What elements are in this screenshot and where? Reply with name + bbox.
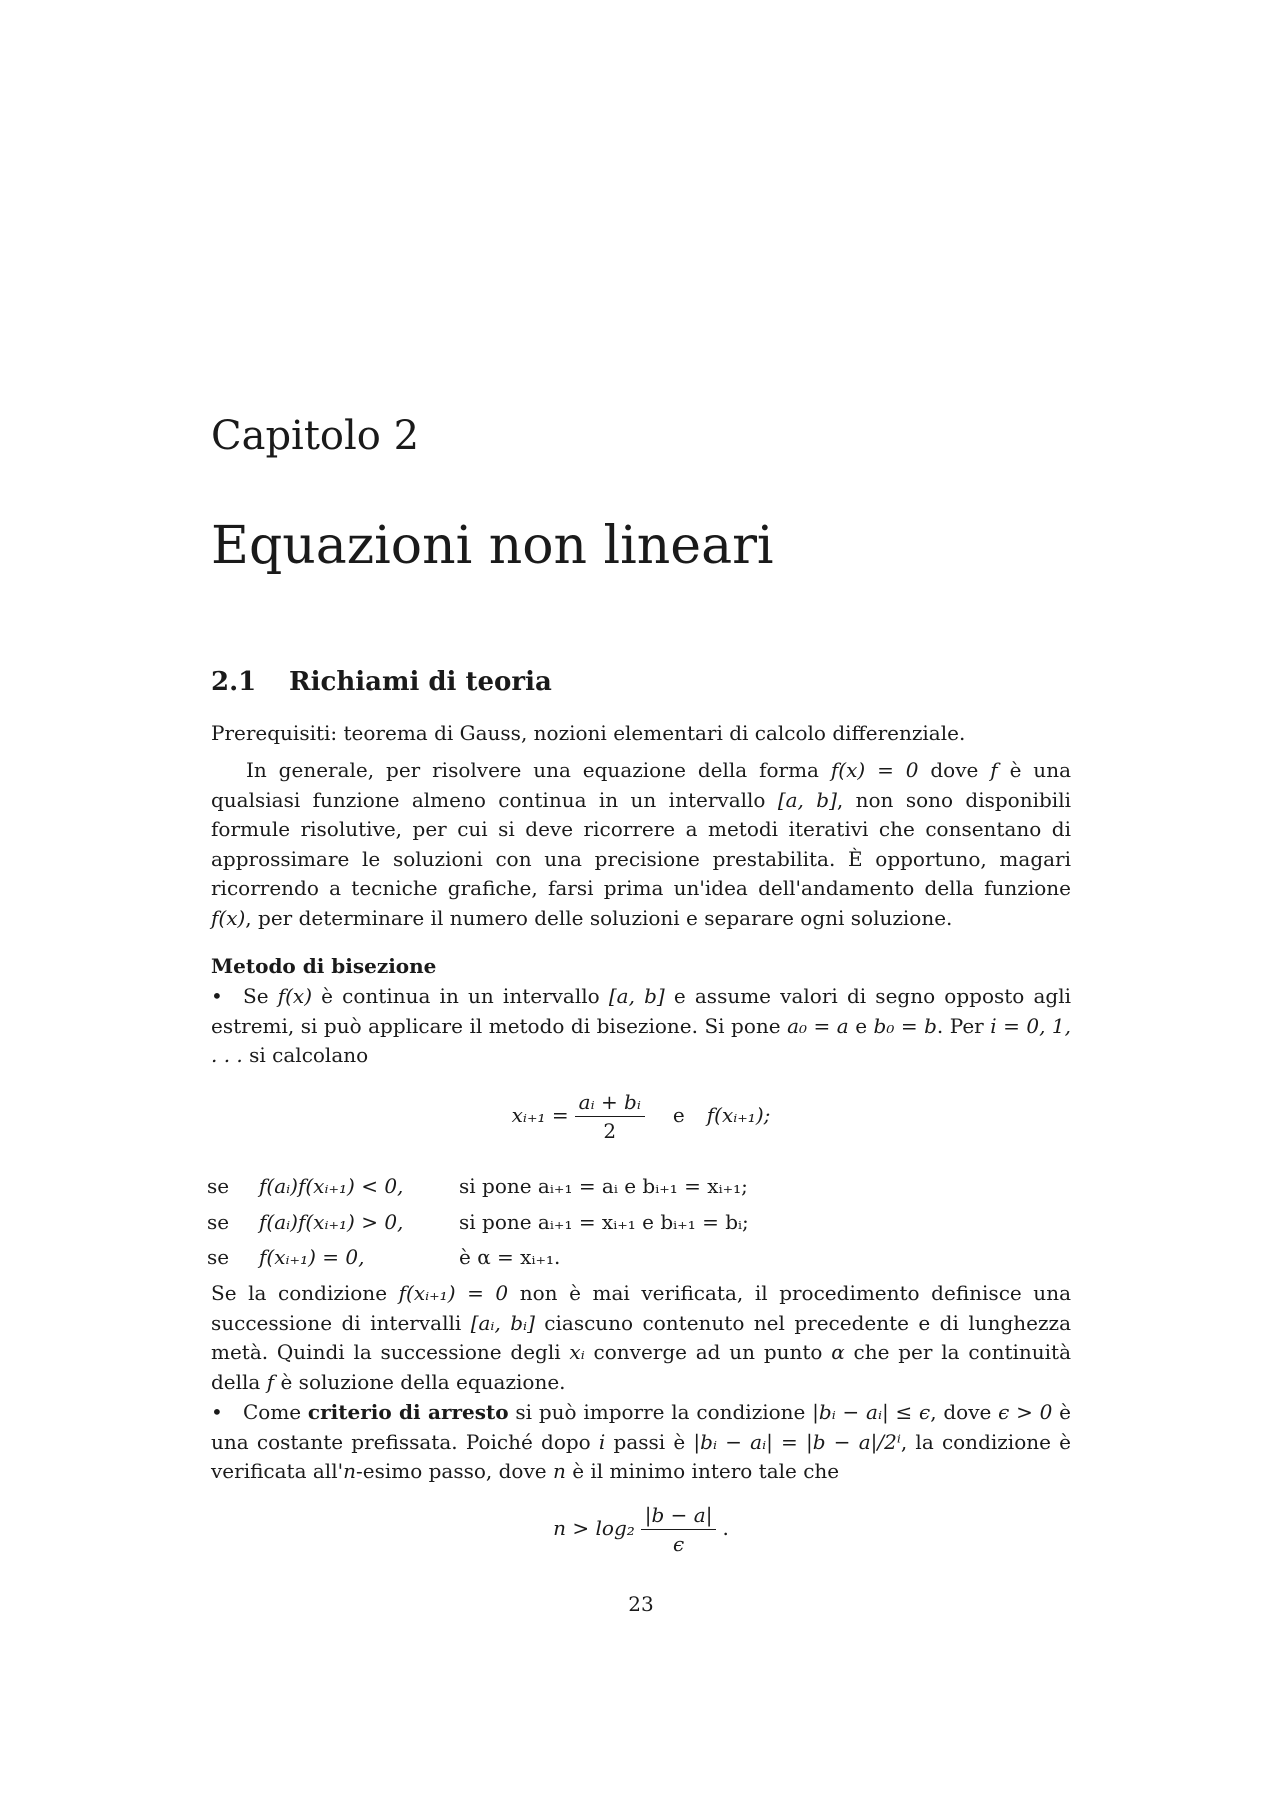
intro-text-4: , non sono disponibili formule risolutive, per cui si deve ricorrere a metodi iterativi che consentano di approssimare le soluzioni con una precisione prestabilita. È opportuno, magari ricorrendo a tecniche grafiche, farsi prima un'idea dell'andamento della funzione — [211, 787, 1071, 900]
formula-lhs: xᵢ₊₁ = — [511, 1103, 569, 1127]
case-condition: f(xᵢ₊₁) = 0, — [259, 1245, 365, 1269]
bisection-explanation — [211, 1279, 1071, 1397]
intro-text-5: , per determinare il numero delle soluzioni e separare ogni soluzione. — [245, 905, 953, 930]
b1-text-6: si calcolano — [242, 1043, 369, 1067]
math-fx-eq-0: f(x) = 0 — [830, 758, 919, 782]
math-b0: b₀ = b — [873, 1013, 937, 1038]
chapter-title: Equazioni non lineari — [211, 516, 774, 576]
formula-iterations — [211, 1503, 1071, 1556]
math-i: i — [598, 1429, 606, 1454]
case-se: se — [207, 1210, 230, 1234]
intro-text-3: è una qualsiasi funzione almeno continua in un intervallo — [211, 758, 1071, 812]
chapter-label: Capitolo 2 — [211, 413, 420, 459]
case-action: si pone aᵢ₊₁ = xᵢ₊₁ e bᵢ₊₁ = bᵢ; — [459, 1210, 749, 1234]
b1-text-5: . Per — [936, 1013, 991, 1038]
after-text-4: converge ad un punto — [584, 1340, 832, 1364]
case-se: se — [207, 1174, 230, 1198]
b2-text-2: si può imporre la condizione — [508, 1400, 813, 1424]
b2-text-5: passi è — [605, 1429, 694, 1454]
b2-text-3: , dove — [930, 1400, 999, 1424]
math-interval-length: |bᵢ − aᵢ| = |b − a|/2ⁱ — [693, 1429, 901, 1454]
b2-text-6: , la condizione è verificata all' — [211, 1429, 1071, 1483]
math-alpha: α — [831, 1340, 845, 1364]
fraction — [641, 1503, 717, 1556]
math-f: f — [266, 1369, 275, 1394]
math-f-x-eq-0: f(xᵢ₊₁) = 0 — [398, 1281, 509, 1305]
math-fx: f(x) — [211, 905, 246, 930]
b1-text-3: e assume valori di segno opposto agli estremi, si può applicare il metodo di bisezione. Si pone — [211, 984, 1072, 1038]
after-text-5: che per la continuità della — [211, 1340, 1072, 1394]
bullet-icon: • — [211, 984, 223, 1008]
math-xi: xᵢ — [569, 1340, 585, 1364]
math-interval-ai-bi: [aᵢ, bᵢ] — [470, 1310, 535, 1335]
math-n: n — [343, 1459, 356, 1483]
after-text-1: Se la condizione — [211, 1281, 399, 1305]
case-action: si pone aᵢ₊₁ = aᵢ e bᵢ₊₁ = xᵢ₊₁; — [459, 1174, 748, 1198]
b2-text-8: è il minimo intero tale che — [565, 1459, 840, 1483]
bullet-icon: • — [211, 1400, 223, 1424]
b1-text-1: Se — [243, 984, 278, 1008]
stopping-criterion-term: criterio di arresto — [307, 1400, 509, 1424]
math-fx: f(x) — [277, 984, 312, 1008]
formula-lhs: n > log₂ — [553, 1516, 635, 1540]
after-text-3: ciascuno contenuto nel precedente e di lunghezza metà. Quindi la successione degli — [211, 1310, 1071, 1364]
formula-end: . — [722, 1516, 729, 1540]
intro-text-2: dove — [918, 758, 991, 782]
page-number: 23 — [628, 1592, 654, 1616]
bisection-heading: Metodo di bisezione — [211, 954, 437, 978]
formula-rhs: f(xᵢ₊₁); — [706, 1103, 771, 1127]
fraction-numerator: aᵢ + bᵢ — [575, 1090, 645, 1117]
b2-text-4: è una costante prefissata. Poiché dopo — [211, 1400, 1071, 1454]
after-text-2: non è mai verificata, il procedimento definisce una successione di intervalli — [211, 1281, 1071, 1335]
math-n: n — [552, 1459, 566, 1483]
prerequisites: Prerequisiti: teorema di Gauss, nozioni elementari di calcolo differenziale. — [211, 721, 966, 745]
case-se: se — [207, 1245, 230, 1269]
b2-text-7: -esimo passo, dove — [355, 1459, 553, 1483]
math-epsilon-positive: ϵ > 0 — [998, 1400, 1053, 1424]
formula-midpoint — [211, 1090, 1071, 1143]
case-condition: f(aᵢ)f(xᵢ₊₁) > 0, — [259, 1210, 404, 1234]
case-action: è α = xᵢ₊₁. — [459, 1245, 561, 1269]
bisection-bullet-1 — [211, 982, 1071, 1071]
math-f: f — [990, 758, 998, 782]
math-stop-condition: |bᵢ − aᵢ| ≤ ϵ — [812, 1400, 931, 1424]
fraction-numerator: |b − a| — [641, 1503, 717, 1530]
intro-text-1: In generale, per risolvere una equazione della forma — [246, 758, 831, 782]
after-text-6: è soluzione della equazione. — [274, 1369, 566, 1394]
section-heading — [211, 665, 552, 699]
intro-paragraph — [211, 756, 1071, 933]
formula-conjunction: e — [672, 1103, 685, 1127]
section-title: Richiami di teoria — [289, 667, 552, 697]
b1-text-4: e — [848, 1013, 874, 1038]
case-condition: f(aᵢ)f(xᵢ₊₁) < 0, — [259, 1174, 404, 1198]
math-interval-ab: [a, b] — [608, 984, 665, 1008]
fraction-denominator: 2 — [603, 1119, 617, 1143]
math-interval-ab: [a, b] — [777, 787, 837, 812]
math-i-range: i = 0, 1, . . . — [211, 1013, 1072, 1067]
page — [207, 0, 1072, 1811]
section-number: 2.1 — [211, 667, 257, 697]
bisection-bullet-2 — [211, 1398, 1071, 1487]
math-a0: a₀ = a — [787, 1013, 849, 1038]
fraction — [575, 1090, 645, 1143]
b1-text-2: è continua in un intervallo — [312, 984, 609, 1008]
b2-text-1: Come — [243, 1400, 308, 1424]
fraction-denominator: ϵ — [673, 1532, 685, 1556]
